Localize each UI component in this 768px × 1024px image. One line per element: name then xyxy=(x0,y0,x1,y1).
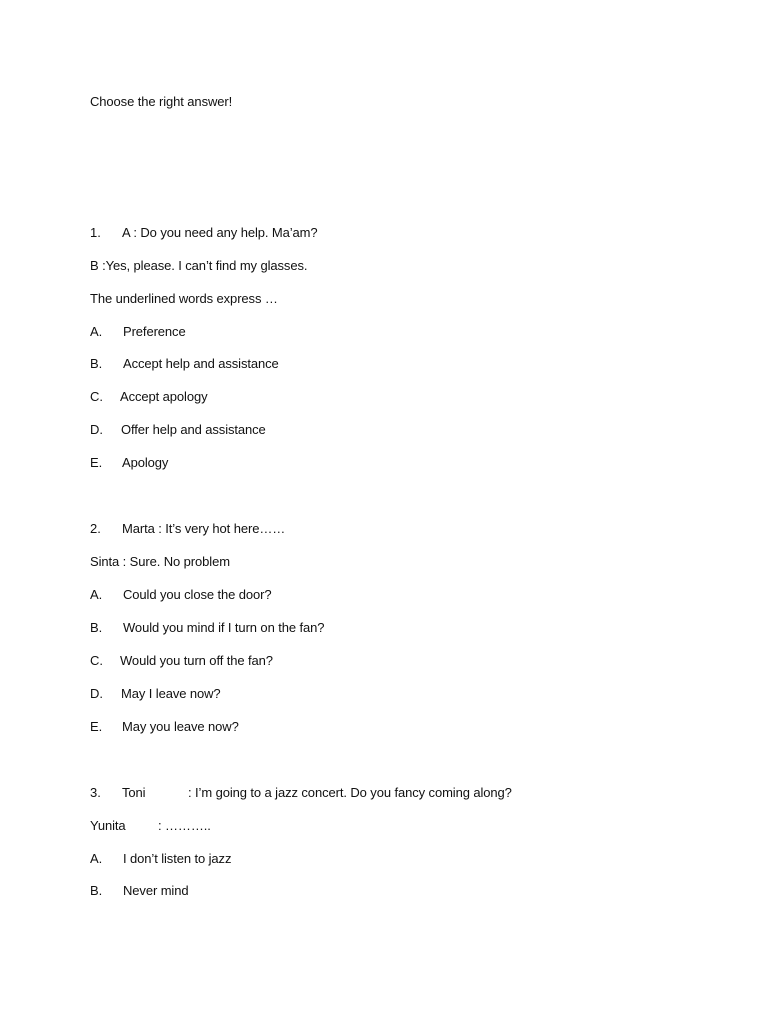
option-text: I don’t listen to jazz xyxy=(123,851,232,866)
option-text: Accept apology xyxy=(120,389,208,404)
option-text: Preference xyxy=(123,324,186,339)
dialogue-line-b: Sinta : Sure. No problem xyxy=(90,554,230,569)
option-text: Accept help and assistance xyxy=(123,356,279,371)
option-text: Could you close the door? xyxy=(123,587,272,602)
option-letter: D. xyxy=(90,686,103,701)
option-text: Never mind xyxy=(123,883,189,898)
dialogue-line-b: B :Yes, please. I can’t find my glasses. xyxy=(90,258,308,273)
speaker-b-line: : ……….. xyxy=(158,818,211,833)
option-text: Apology xyxy=(122,455,169,470)
option-text: Offer help and assistance xyxy=(121,422,266,437)
option-text: May you leave now? xyxy=(122,719,239,734)
option-letter: D. xyxy=(90,422,103,437)
option-letter: B. xyxy=(90,883,103,898)
speaker-a-name: Toni xyxy=(122,785,146,800)
option-letter: E. xyxy=(90,455,103,470)
speaker-b-name: Yunita xyxy=(90,818,126,833)
option-letter: A. xyxy=(90,851,103,866)
option-letter: C. xyxy=(90,389,103,404)
instruction-heading: Choose the right answer! xyxy=(90,94,233,109)
speaker-a-line: : I’m going to a jazz concert. Do you fancy coming along? xyxy=(188,785,512,800)
dialogue-line-a: A : Do you need any help. Ma’am? xyxy=(122,225,318,240)
option-text: Would you mind if I turn on the fan? xyxy=(123,620,325,635)
option-letter: A. xyxy=(90,324,103,339)
option-letter: B. xyxy=(90,356,103,371)
question-number: 1. xyxy=(90,225,101,240)
option-text: May I leave now? xyxy=(121,686,221,701)
question-number: 2. xyxy=(90,521,101,536)
option-letter: C. xyxy=(90,653,103,668)
option-letter: A. xyxy=(90,587,103,602)
option-letter: B. xyxy=(90,620,103,635)
dialogue-line-a: Marta : It’s very hot here…… xyxy=(122,521,286,536)
question-number: 3. xyxy=(90,785,101,800)
question-prompt: The underlined words express … xyxy=(90,291,278,306)
option-text: Would you turn off the fan? xyxy=(120,653,273,668)
option-letter: E. xyxy=(90,719,103,734)
